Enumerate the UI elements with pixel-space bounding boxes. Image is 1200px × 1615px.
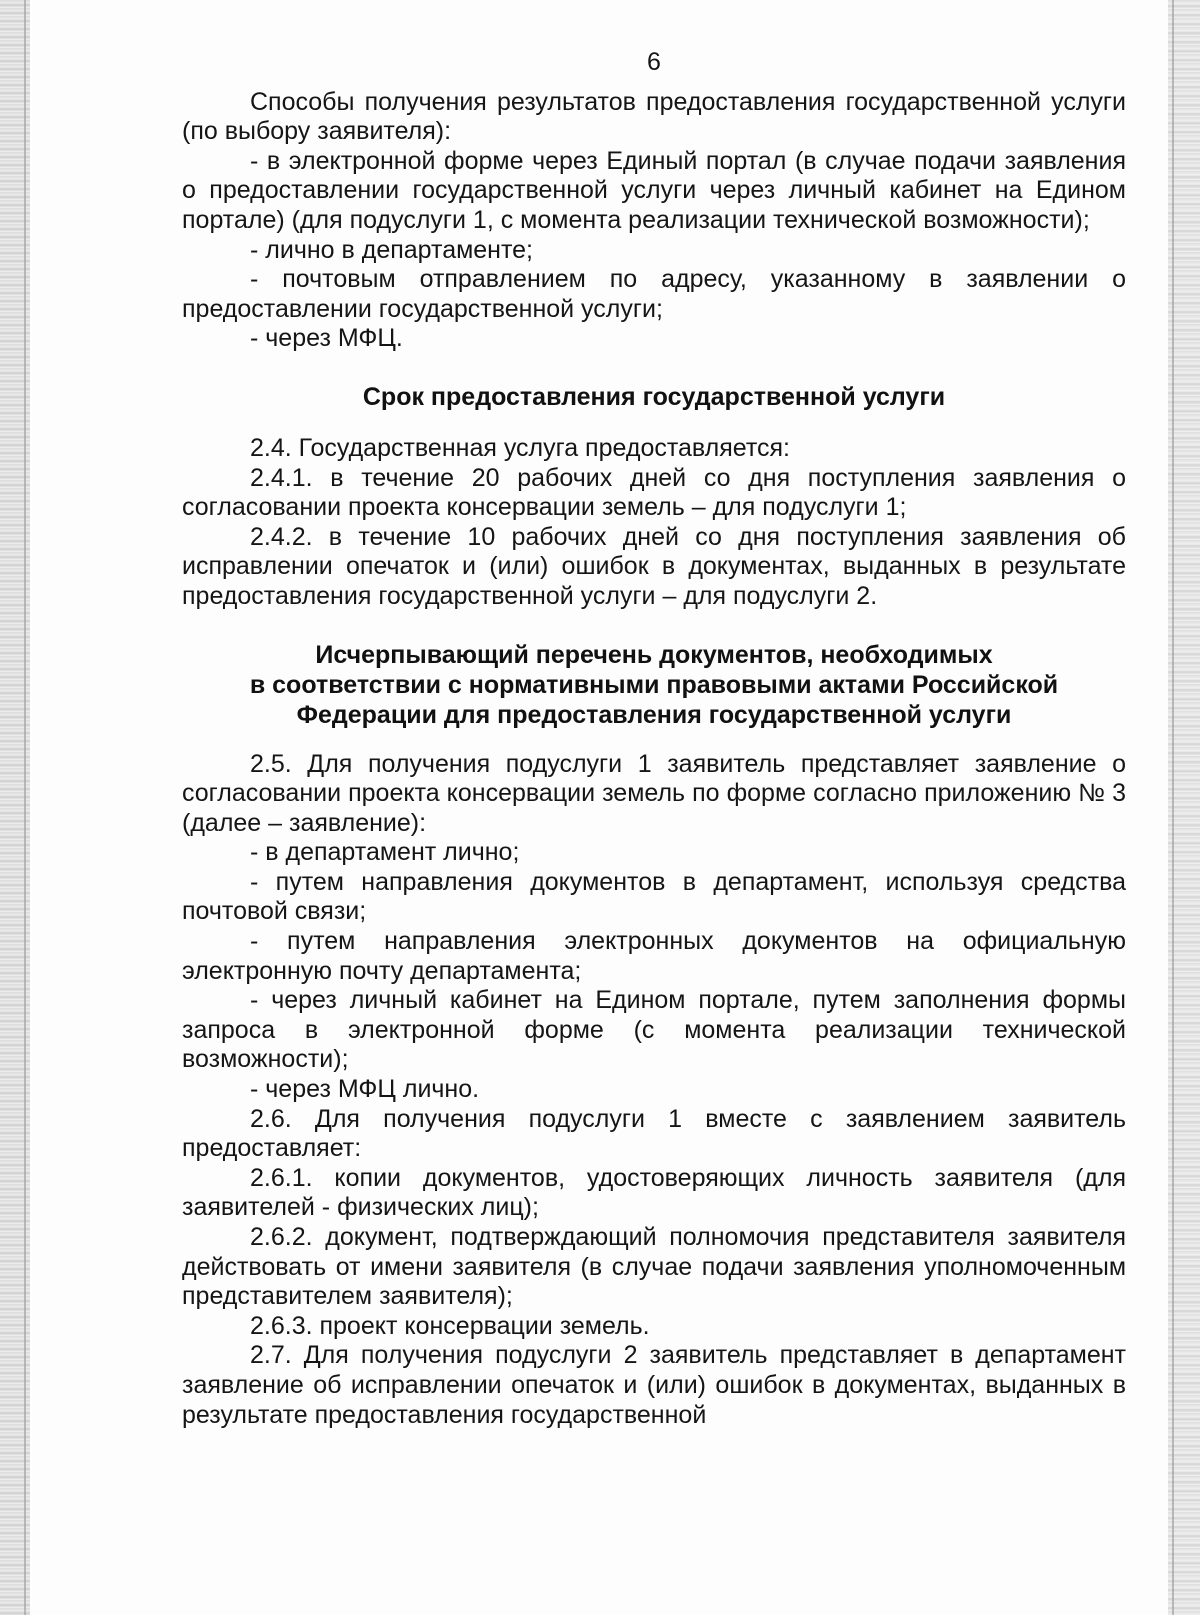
paragraph-mfc: - через МФЦ. (250, 324, 403, 353)
paragraph-2-5: 2.5. Для получения подуслуги 1 заявитель представляет заявление о согласовании проекта консервации земель по форме согласно приложению № 3 (далее – заявление): (182, 749, 1126, 837)
heading-documents-line-1: Исчерпывающий перечень документов, необходимых (315, 640, 993, 669)
paragraph-postal: - почтовым отправлением по адресу, указанному в заявлении о предоставлении государственной услуги; (182, 265, 1126, 323)
paragraph-postal-docs: - путем направления документов в департамент, используя средства почтовой связи; (182, 867, 1126, 926)
paragraph-portal-docs: - через личный кабинет на Едином портале, путем заполнения формы запроса в электронной форме (с момента реализации технической возможности); (182, 986, 1126, 1074)
paragraph-to-department: - в департамент лично; (250, 838, 520, 867)
paragraph-2-7: 2.7. Для получения подуслуги 2 заявитель представляет в департамент заявление об исправлении опечаток и (или) ошибок в документах, выданных в результате предоставления государственной (182, 1341, 1126, 1429)
heading-documents-line-3: Федерации для предоставления государственной услуги (296, 700, 1012, 729)
paragraph-2-6-3: 2.6.3. проект консервации земель. (250, 1311, 650, 1340)
paragraph-in-person: - лично в департаменте; (250, 235, 534, 264)
paragraph-2-4-1: 2.4.1. в течение 20 рабочих дней со дня поступления заявления о согласовании проекта консервации земель – для подуслуги 1; (182, 463, 1126, 522)
paragraph-mfc-in-person: - через МФЦ лично. (250, 1075, 480, 1104)
paragraph-2-6-2: 2.6.2. документ, подтверждающий полномочия представителя заявителя действовать от имени заявителя (в случае подачи заявления уполномоченным представителем заявителя); (182, 1223, 1126, 1311)
document-content (182, 48, 1126, 1430)
heading-documents-line-2: в соответствии с нормативными правовыми актами Российской (249, 670, 1059, 699)
paragraph-result-methods: Способы получения результатов предоставления государственной услуги (по выбору заявителя): (182, 87, 1126, 146)
heading-service-term: Срок предоставления государственной услуги (362, 382, 946, 411)
page-number: 6 (647, 48, 661, 76)
paragraph-electronic-form: - в электронной форме через Единый портал (в случае подачи заявления о предоставлении государственной услуги через личный кабинет на Едином портале) (для подуслуги 1, с момента реализации технической возможности); (182, 146, 1126, 234)
paragraph-2-4: 2.4. Государственная услуга предоставляется: (250, 433, 790, 462)
paragraph-2-4-2: 2.4.2. в течение 10 рабочих дней со дня поступления заявления об исправлении опечаток и (или) ошибок в документах, выданных в результате предоставления государственной услуги – для подуслуги 2. (182, 522, 1126, 610)
scan-edge-left-line (24, 0, 26, 1615)
paragraph-2-6-1: 2.6.1. копии документов, удостоверяющих личность заявителя (для заявителей - физических лиц); (182, 1163, 1126, 1222)
paragraph-2-6: 2.6. Для получения подуслуги 1 вместе с заявлением заявитель предоставляет: (182, 1104, 1126, 1163)
paragraph-email-docs: - путем направления электронных документов на официальную электронную почту департамента; (182, 927, 1126, 985)
heading-documents-list (182, 640, 1126, 730)
scan-edge-right-line (1172, 0, 1174, 1615)
